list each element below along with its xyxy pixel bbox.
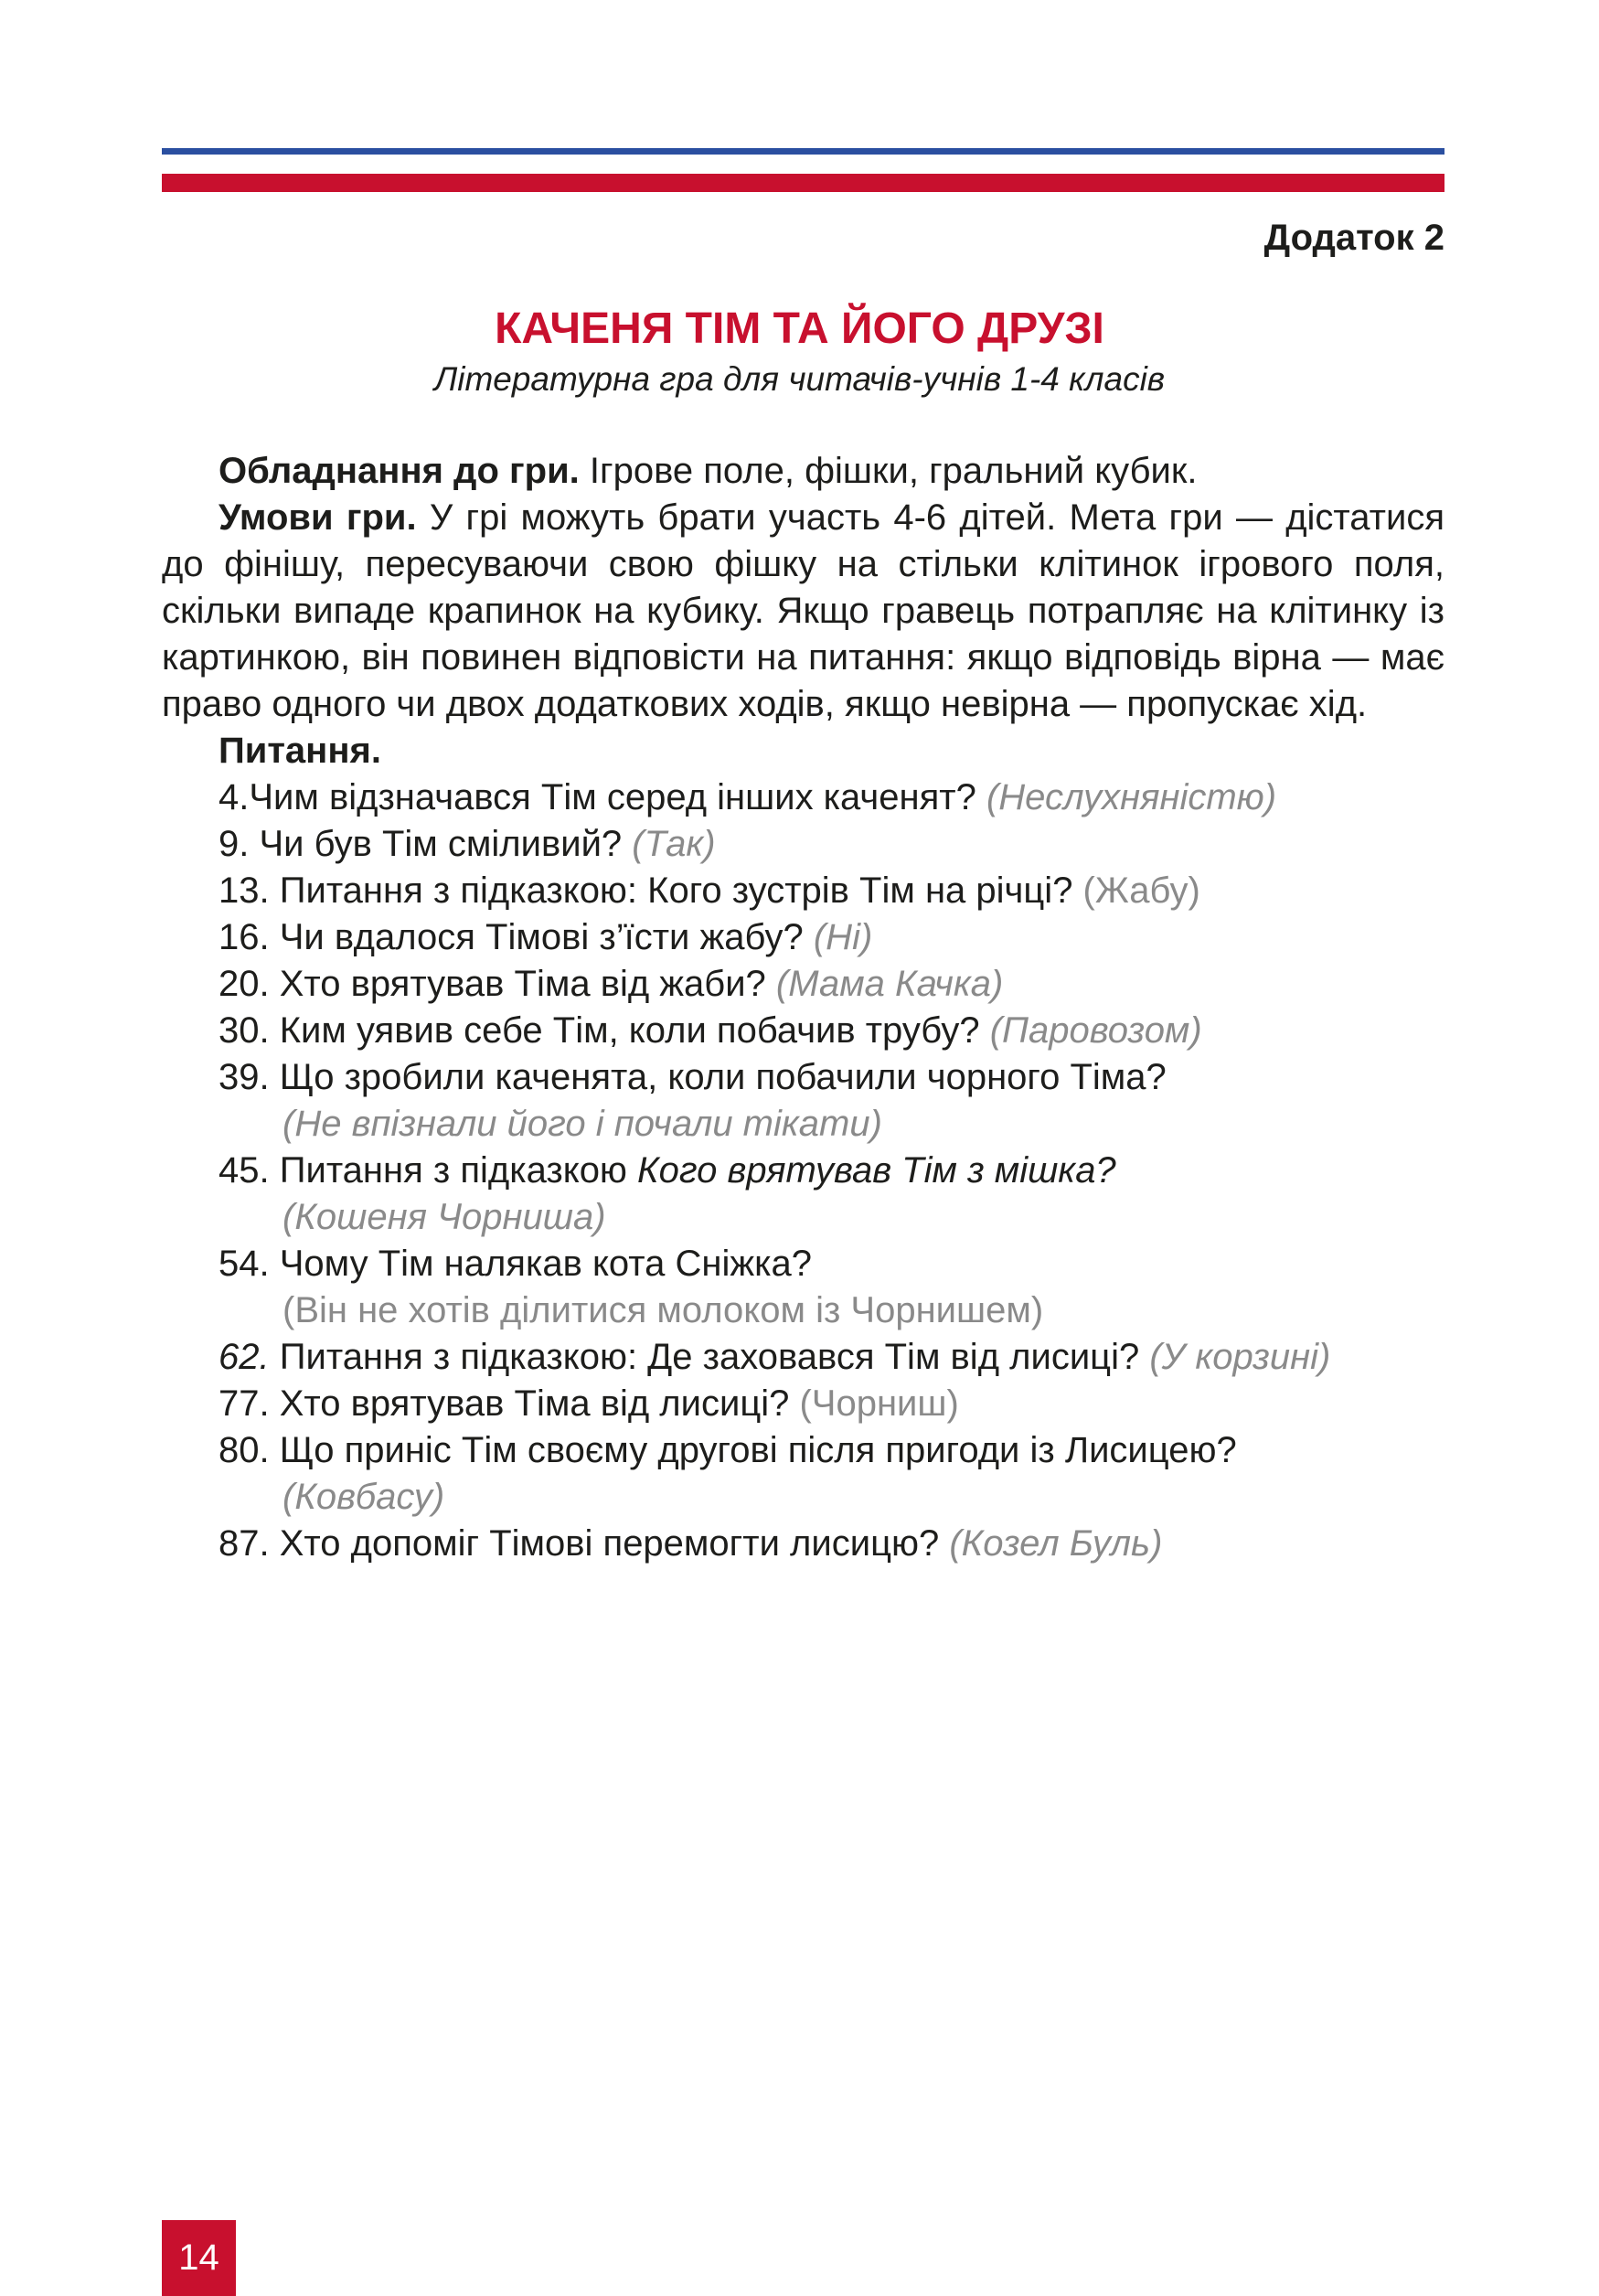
question-answer: (Він не хотів ділитися молоком із Чорнишем) — [282, 1290, 1044, 1330]
question-text: 80. Що приніс Тім своєму другові після пригоди із Лисицею? — [219, 1430, 1237, 1470]
question-answer: (Ні) — [813, 917, 873, 957]
question-item — [219, 1008, 1444, 1054]
rules-label: Умови гри. — [219, 497, 417, 538]
question-item — [219, 1054, 1444, 1148]
question-text: 77. Хто врятував Тіма від лисиці? — [219, 1383, 800, 1424]
question-item — [219, 774, 1444, 821]
equipment-label: Обладнання до гри. — [219, 451, 580, 491]
question-answer: (Кошеня Чорниша) — [282, 1197, 606, 1237]
rules-text: У грі можуть брати участь 4-6 дітей. Мета гри — дістатися до фінішу, пересуваючи свою фішку на стільки клітинок ігрового поля, скільки випаде крапинок на кубику. Якщо гравець потрапляє на клітинку із картинкою, він повинен відповісти на питання: якщо відповідь вірна — має право одного чи двох додаткових ходів, якщо невірна — пропускає хід. — [162, 497, 1444, 724]
question-text: Питання з підказкою: Де заховався Тім від лисиці? — [269, 1337, 1150, 1377]
page-subtitle: Літературна гра для читачів-учнів 1-4 класів — [433, 360, 1166, 398]
question-text: 30. Ким уявив себе Тім, коли побачив трубу? — [219, 1010, 990, 1051]
body-text — [162, 448, 1444, 1567]
question-item — [219, 1241, 1444, 1334]
question-text: 39. Що зробили каченята, коли побачили чорного Тіма? — [219, 1057, 1167, 1097]
question-answer: (Мама Качка) — [775, 964, 1004, 1004]
question-answer: (Козел Буль) — [949, 1523, 1163, 1564]
question-text: 13. Питання з підказкою: Кого зустрів Тім на річці? — [219, 870, 1083, 911]
question-answer: (Жабу) — [1082, 870, 1200, 911]
question-text: 45. Питання з підказкою — [219, 1150, 638, 1191]
question-text: 9. Чи був Тім сміливий? — [219, 824, 633, 864]
question-item — [219, 1427, 1444, 1521]
rules-paragraph — [162, 495, 1444, 728]
question-answer: (У корзині) — [1149, 1337, 1331, 1377]
question-answer: (Паровозом) — [989, 1010, 1202, 1051]
question-item — [219, 821, 1444, 868]
question-item — [219, 1148, 1444, 1241]
question-text-italic: Кого врятував Тім з мішка? — [637, 1150, 1116, 1191]
equipment-paragraph — [162, 448, 1444, 495]
question-text: 54. Чому Тім налякав кота Сніжка? — [219, 1244, 812, 1284]
question-answer: (Неслухняністю) — [986, 777, 1277, 817]
page-title: КАЧЕНЯ ТІМ ТА ЙОГО ДРУЗІ — [495, 304, 1104, 353]
page-number: 14 — [162, 2220, 236, 2296]
question-text: 87. Хто допоміг Тімові перемогти лисицю? — [219, 1523, 950, 1564]
question-item — [219, 1381, 1444, 1427]
question-text: 4.Чим відзначався Тім серед інших каченят? — [219, 777, 986, 817]
equipment-text: Ігрове поле, фішки, гральний кубик. — [579, 451, 1198, 491]
question-item — [219, 1521, 1444, 1567]
appendix-label: Додаток 2 — [1263, 218, 1444, 258]
question-text: 16. Чи вдалося Тімові з’їсти жабу? — [219, 917, 814, 957]
question-item — [219, 868, 1444, 914]
question-answer: (Ковбасу) — [282, 1477, 445, 1517]
question-item — [219, 914, 1444, 961]
question-answer: (Чорниш) — [799, 1383, 959, 1424]
questions-heading: Питання. — [219, 731, 381, 771]
question-answer: (Так) — [632, 824, 716, 864]
header-rule-red — [162, 174, 1444, 192]
question-text: 20. Хто врятував Тіма від жаби? — [219, 964, 776, 1004]
question-answer: (Не впізнали його і почали тікати) — [282, 1104, 882, 1144]
question-item — [219, 1334, 1444, 1381]
question-item — [219, 961, 1444, 1008]
question-number: 62. — [219, 1337, 270, 1377]
header-rule-blue — [162, 148, 1444, 155]
